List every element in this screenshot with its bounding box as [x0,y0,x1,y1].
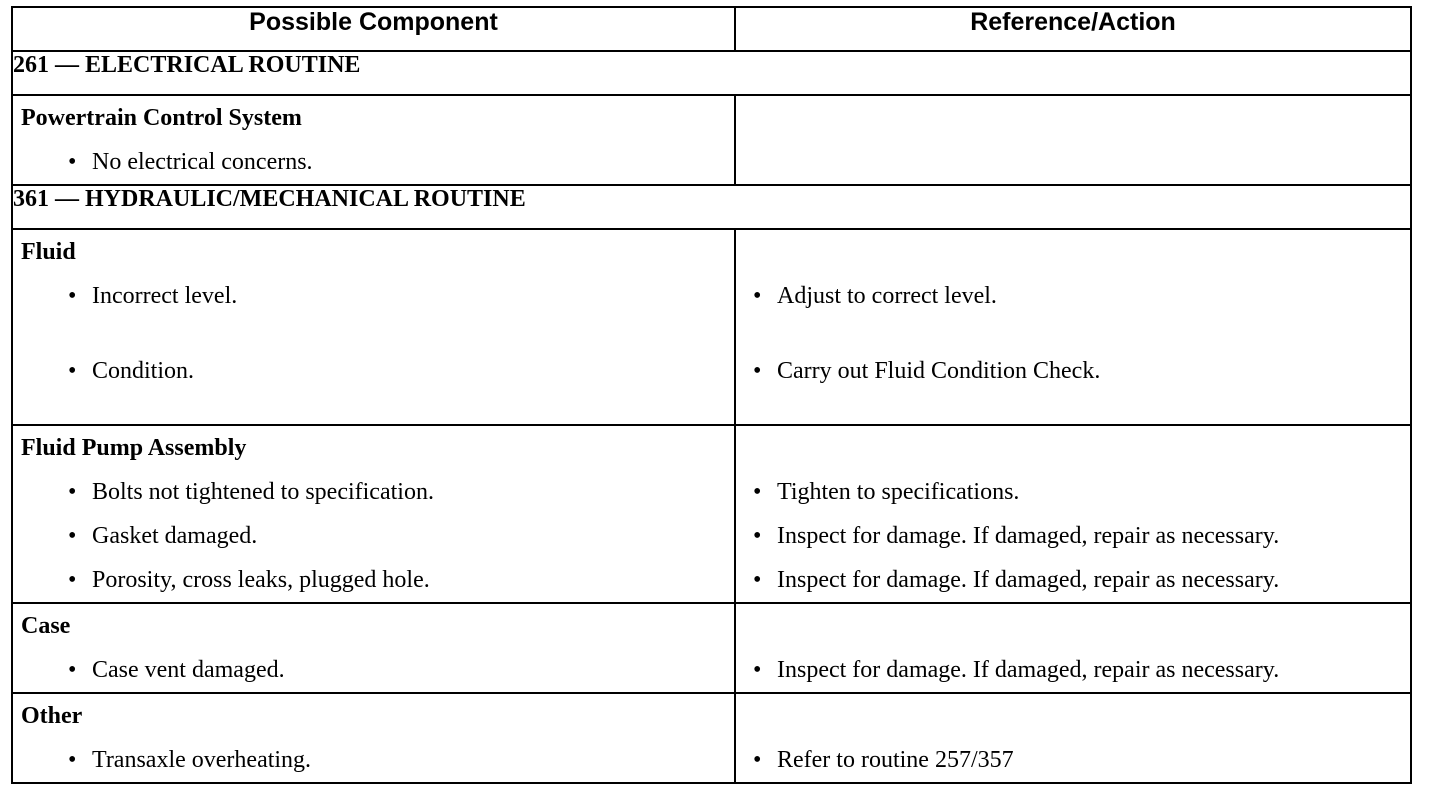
group-title: Fluid [21,239,76,265]
group-row-fluid [12,229,1411,425]
component-cell [12,425,735,603]
action-item [736,514,1410,558]
action-item-text: Tighten to specifications. [777,479,1020,505]
bullet-glyph: • [753,358,762,384]
bullet-glyph: • [753,747,762,773]
action-cell [735,603,1411,693]
action-item-text: Refer to routine 257/357 [777,747,1014,773]
section-row-361 [12,185,1411,229]
group-title: Case [21,613,71,639]
bullet-glyph: • [68,657,77,683]
component-item-text: Gasket damaged. [92,523,258,549]
component-item-text: Case vent damaged. [92,657,285,683]
section-title-261: 261 — ELECTRICAL ROUTINE [12,51,1411,95]
bullet-glyph: • [68,523,77,549]
group-title: Other [21,703,83,729]
action-item-text: Adjust to correct level. [777,283,997,309]
header-row [12,7,1411,51]
component-item [13,274,734,318]
component-item-text: Condition. [92,358,195,384]
component-cell [12,603,735,693]
group-title: Powertrain Control System [21,105,302,131]
component-item-text: Transaxle overheating. [92,747,312,773]
bullet-glyph: • [68,747,77,773]
action-item-text: Inspect for damage. If damaged, repair as necessary. [777,567,1280,593]
component-cell [12,95,735,185]
bullet-glyph: • [753,283,762,309]
action-item-text: Inspect for damage. If damaged, repair as necessary. [777,523,1280,549]
action-item [736,470,1410,514]
header-possible-component: Possible Component [12,7,735,51]
component-item-text: Incorrect level. [92,283,238,309]
action-item-text: Inspect for damage. If damaged, repair as necessary. [777,657,1280,683]
group-row-other [12,693,1411,783]
action-item [736,349,1410,393]
diagnostic-table [11,6,1412,784]
component-item-text: Bolts not tightened to specification. [92,479,434,505]
component-item [13,470,734,514]
bullet-glyph: • [68,479,77,505]
action-item [736,558,1410,602]
bullet-glyph: • [68,358,77,384]
action-cell [735,95,1411,185]
action-cell [735,693,1411,783]
bullet-glyph: • [753,523,762,549]
action-item [736,648,1410,692]
component-item [13,648,734,692]
section-title-361: 361 — HYDRAULIC/MECHANICAL ROUTINE [12,185,1411,229]
component-item [13,558,734,602]
action-cell [735,425,1411,603]
component-item-text: No electrical concerns. [92,149,313,175]
bullet-glyph: • [753,479,762,505]
bullet-glyph: • [753,567,762,593]
action-item-text: Carry out Fluid Condition Check. [777,358,1101,384]
bullet-glyph: • [68,567,77,593]
action-item [736,738,1410,782]
group-row-case [12,603,1411,693]
action-item [736,274,1410,318]
action-cell [735,229,1411,425]
group-title: Fluid Pump Assembly [21,435,247,461]
bullet-glyph: • [68,149,77,175]
component-item [13,738,734,782]
bullet-glyph: • [68,283,77,309]
section-row-261 [12,51,1411,95]
component-item [13,140,734,184]
component-item [13,349,734,393]
header-reference-action: Reference/Action [735,7,1411,51]
group-row-powertrain [12,95,1411,185]
group-row-pump [12,425,1411,603]
bullet-glyph: • [753,657,762,683]
component-item [13,514,734,558]
component-item-text: Porosity, cross leaks, plugged hole. [92,567,430,593]
component-cell [12,693,735,783]
component-cell [12,229,735,425]
